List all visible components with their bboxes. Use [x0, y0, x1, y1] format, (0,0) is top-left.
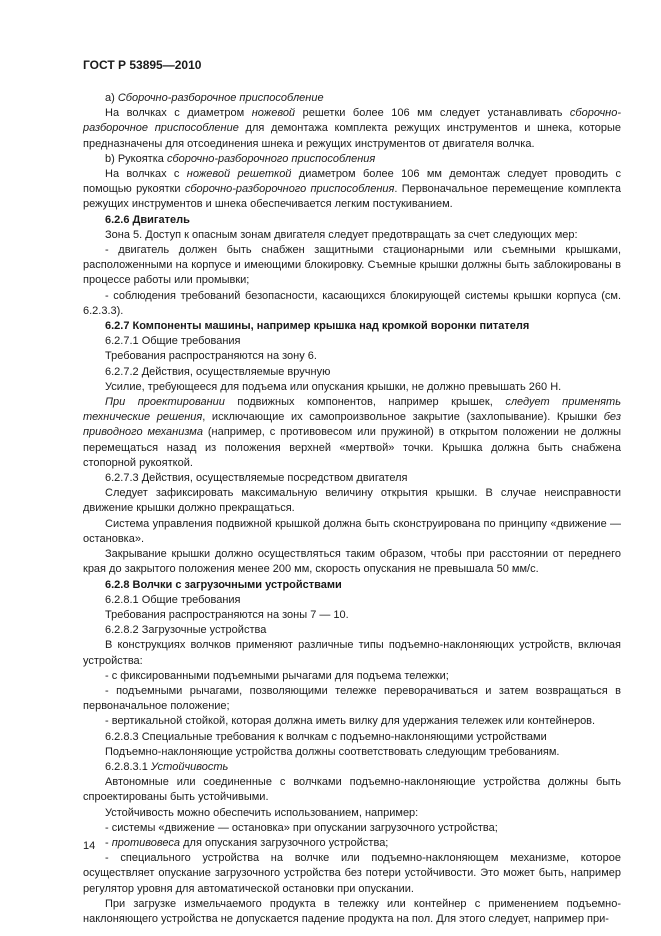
- text-run: - вертикальной стойкой, которая должна иметь вилку для удержания тележек или контейнеров.: [105, 715, 596, 728]
- text-run: ножевой: [251, 107, 296, 120]
- list-item: [83, 669, 621, 684]
- text-run: -: [105, 836, 112, 849]
- paragraph: [83, 349, 621, 364]
- text-run: - соблюдения требований безопасности, касающихся блокирующей системы крышки корпуса (см. 6.2.3.3).: [83, 289, 621, 317]
- list-item: [83, 684, 621, 714]
- text-run: Усилие, требующееся для подъема или опускания крышки, не должно превышать 260 Н.: [105, 380, 562, 393]
- paragraph: [83, 91, 621, 106]
- paragraph: [83, 228, 621, 243]
- section-heading: [83, 213, 621, 228]
- subsection-heading: [83, 471, 621, 486]
- text-run: Подъемно-наклоняющие устройства должны соответствовать следующим требованиям.: [105, 745, 560, 758]
- text-run: - с фиксированными подъемными рычагами для подъема тележки;: [105, 669, 449, 682]
- text-run: без приводного механизма: [83, 411, 622, 439]
- text-run: 6.2.7.3 Действия, осуществляемые посредством двигателя: [105, 472, 408, 485]
- text-run: . Первоначальное перемещение комплекта режущих инструментов и шнека обеспечивается легким постукиванием.: [83, 183, 621, 211]
- paragraph: [83, 745, 621, 760]
- text-run: b) Рукоятка: [105, 152, 167, 165]
- subsection-heading: [83, 593, 621, 608]
- subsection-heading: [83, 730, 621, 745]
- paragraph: [83, 517, 621, 547]
- text-run: следует применять технические решения: [83, 396, 621, 424]
- text-run: 6.2.7.1 Общие требования: [105, 335, 241, 348]
- paragraph: [83, 106, 621, 152]
- text-run: Требования распространяются на зоны 7 — 10.: [105, 608, 349, 621]
- list-item: [83, 243, 621, 289]
- paragraph: [83, 547, 621, 577]
- text-run: для опускания загрузочного устройства;: [180, 836, 389, 849]
- text-run: Система управления подвижной крышкой должна быть сконструирована по принципу «движение — остановка».: [83, 517, 621, 545]
- text-run: 6.2.8.1 Общие требования: [105, 593, 241, 606]
- paragraph: [83, 395, 621, 471]
- document-header: ГОСТ Р 53895—2010: [83, 58, 202, 72]
- text-run: Закрывание крышки должно осуществляться таким образом, чтобы при расстоянии от переднего края до закрытого положения менее 200 мм, скорость опускания не превышала 50 мм/с.: [83, 548, 621, 576]
- text-run: Требования распространяются на зону 6.: [105, 350, 317, 363]
- text-run: для демонтажа комплекта режущих инструментов и шнека, которые предназначены для отсоединения шнека и режущих инструментов от двигателя волчка.: [83, 122, 621, 150]
- text-run: Устойчивость: [150, 760, 229, 773]
- text-run: Сборочно-разборочное приспособление: [117, 92, 324, 104]
- text-run: диаметром более 106 мм демонтаж следует проводить с помощью рукоятки: [83, 168, 622, 196]
- paragraph: [83, 638, 621, 668]
- text-run: (например, с противовесом или пружиной) в открытом положении не должны перемещаться назад из положения верхней «мертвой» точки. Крышка должна быть снабжена стопорной рукояткой.: [83, 426, 622, 469]
- text-run: 6.2.8 Волчки с загрузочными устройствами: [105, 578, 342, 591]
- paragraph: [83, 486, 621, 516]
- section-heading: [83, 578, 621, 593]
- text-run: 6.2.7 Компоненты машины, например крышка над кромкой воронки питателя: [105, 320, 530, 333]
- text-run: В конструкциях волчков применяют различные типы подъемно-наклоняющих устройств, включая устройства:: [83, 639, 621, 667]
- paragraph: [83, 775, 621, 805]
- subsection-heading: [83, 334, 621, 349]
- list-item: [83, 851, 621, 897]
- text-run: Устойчивость можно обеспечить использованием, например:: [105, 806, 419, 819]
- list-item: [83, 289, 621, 319]
- text-run: сборочно-разборочного приспособления: [166, 152, 376, 165]
- paragraph: [83, 380, 621, 395]
- list-item: [83, 821, 621, 836]
- text-run: На волчках с диаметром: [105, 107, 252, 120]
- list-item: [83, 714, 621, 729]
- text-run: При проектировании: [105, 396, 225, 409]
- text-run: подвижных компонентов, например крышек,: [224, 396, 506, 409]
- text-run: Автономные или соединенные с волчками подъемно-наклоняющие устройства должны быть спроектированы быть устойчивыми.: [83, 776, 621, 804]
- paragraph: [83, 806, 621, 821]
- paragraph: [83, 167, 621, 213]
- page-number: 14: [83, 840, 96, 852]
- text-run: 6.2.7.2 Действия, осуществляемые вручную: [105, 365, 331, 378]
- text-run: 6.2.8.2 Загрузочные устройства: [105, 624, 267, 637]
- text-run: противовеса: [111, 836, 181, 849]
- text-run: решетки более 106 мм следует устанавливать: [295, 107, 570, 120]
- text-run: На волчках с: [105, 168, 187, 181]
- paragraph: [83, 608, 621, 623]
- text-run: Следует зафиксировать максимальную величину открытия крышки. В случае неисправности движение крышки должно прекращаться.: [83, 487, 621, 515]
- text-run: - двигатель должен быть снабжен защитными стационарными или съемными крышками, расположенными на корпусе и имеющими блокировку. Съемные крышки должны быть заблокированы в процессе работы или промывки;: [83, 244, 621, 287]
- paragraph: [83, 152, 621, 167]
- text-run: - специального устройства на волчке или подъемно-наклоняющем механизме, которое осуществляет опускание загрузочного устройства без потери устойчивости. Это может быть, например регулятор уровня для автоматической остановки при опускании.: [83, 852, 621, 895]
- text-run: a): [105, 92, 118, 104]
- text-run: Зона 5. Доступ к опасным зонам двигателя следует предотвращать за счет следующих мер:: [105, 228, 578, 241]
- text-run: сборочно-разборочного приспособления: [184, 183, 395, 196]
- text-run: ножевой решеткой: [186, 168, 292, 181]
- text-run: При загрузке измельчаемого продукта в тележку или контейнер с применением подъемно-наклоняющего устройства не допускается падение продукта на пол. Для этого следует, например при-: [83, 897, 621, 925]
- text-run: , исключающие их самопроизвольное закрытие (захлопывание). Крышки: [202, 411, 604, 424]
- subsection-heading: [83, 760, 621, 775]
- subsection-heading: [83, 623, 621, 638]
- subsection-heading: [83, 365, 621, 380]
- text-run: 6.2.8.3.1: [105, 760, 151, 773]
- text-run: сборочно-разборочное приспособление: [83, 107, 621, 135]
- section-heading: [83, 319, 621, 334]
- text-run: 6.2.6 Двигатель: [105, 213, 190, 226]
- text-run: - системы «движение — остановка» при опускании загрузочного устройства;: [105, 821, 498, 834]
- list-item: [83, 836, 621, 851]
- text-run: 6.2.8.3 Специальные требования к волчкам с подъемно-наклоняющими устройствами: [105, 730, 547, 743]
- text-run: - подъемными рычагами, позволяющими тележке переворачиваться и затем возвращаться в первоначальное положение;: [83, 684, 621, 713]
- paragraph: [83, 897, 621, 927]
